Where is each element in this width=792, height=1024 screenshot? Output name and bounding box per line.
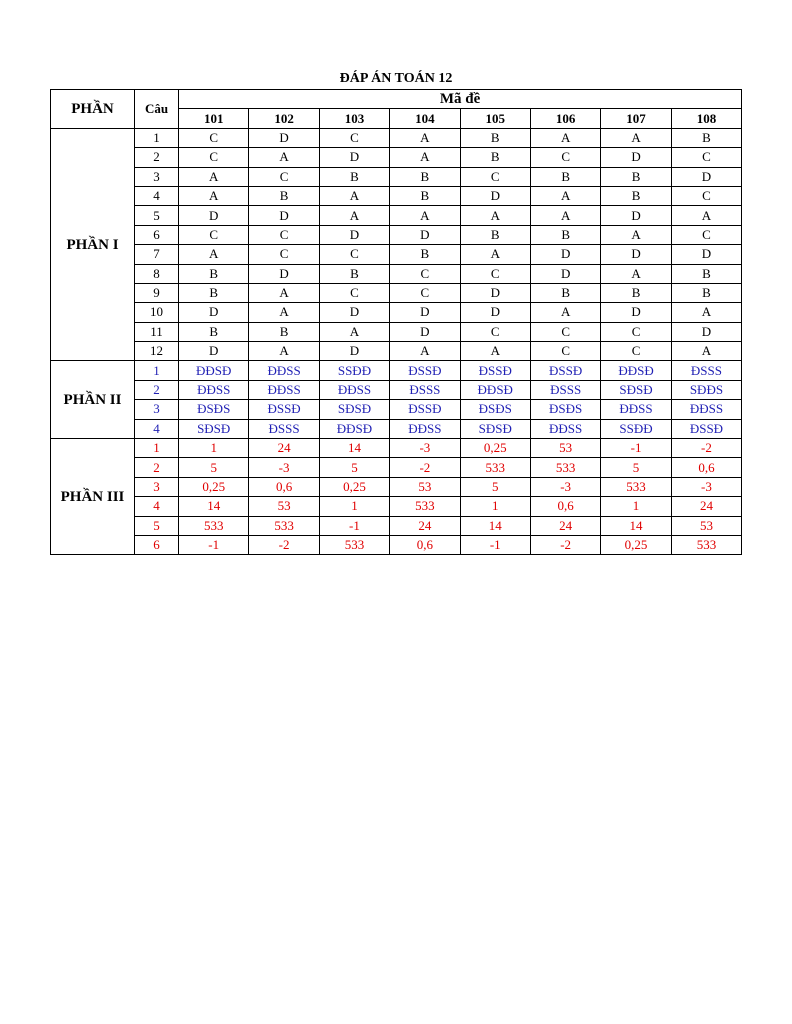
answer-cell: 24 <box>671 497 741 516</box>
table-row <box>51 322 742 341</box>
answer-cell: ĐĐSĐ <box>460 380 530 399</box>
answer-cell: 0,25 <box>179 477 249 496</box>
answer-cell: D <box>249 206 319 225</box>
answer-cell: ĐĐSS <box>319 380 389 399</box>
answer-cell: B <box>601 186 671 205</box>
answer-cell: A <box>530 303 600 322</box>
answer-cell: 53 <box>671 516 741 535</box>
table-row <box>51 361 742 380</box>
answer-cell: A <box>530 186 600 205</box>
answer-cell: C <box>671 225 741 244</box>
page-title: ĐÁP ÁN TOÁN 12 <box>339 71 453 86</box>
table-row <box>51 458 742 477</box>
answer-cell: C <box>601 342 671 361</box>
answer-cell: ĐĐSĐ <box>319 419 389 438</box>
question-number: 4 <box>135 497 179 516</box>
question-number: 5 <box>135 206 179 225</box>
answer-cell: A <box>530 128 600 147</box>
answer-cell: 14 <box>179 497 249 516</box>
answer-cell: SĐSĐ <box>319 400 389 419</box>
answer-cell: C <box>530 148 600 167</box>
answer-cell: D <box>530 264 600 283</box>
answer-cell: C <box>249 225 319 244</box>
answer-cell: D <box>601 245 671 264</box>
answer-cell: A <box>601 225 671 244</box>
cau-header: Câu <box>135 90 179 129</box>
answer-cell: 1 <box>319 497 389 516</box>
exam-code-101: 101 <box>179 109 249 128</box>
answer-cell: ĐSSĐ <box>390 361 460 380</box>
question-number: 2 <box>135 148 179 167</box>
answer-cell: ĐSĐS <box>179 400 249 419</box>
answer-cell: 0,6 <box>530 497 600 516</box>
header-row-top <box>51 90 742 109</box>
answer-cell: B <box>390 186 460 205</box>
answer-cell: A <box>319 186 389 205</box>
answer-cell: D <box>530 245 600 264</box>
answer-cell: B <box>530 283 600 302</box>
answer-cell: ĐSĐS <box>460 400 530 419</box>
answer-cell: B <box>179 264 249 283</box>
answer-cell: SSĐĐ <box>319 361 389 380</box>
answer-cell: A <box>671 206 741 225</box>
answer-cell: -2 <box>530 535 600 554</box>
table-row <box>51 206 742 225</box>
answer-cell: 533 <box>601 477 671 496</box>
answer-cell: D <box>460 303 530 322</box>
answer-cell: ĐĐSS <box>601 400 671 419</box>
answer-cell: B <box>249 186 319 205</box>
answer-cell: SĐĐS <box>671 380 741 399</box>
answer-cell: 0,6 <box>390 535 460 554</box>
answer-cell: C <box>390 283 460 302</box>
answer-cell: A <box>460 342 530 361</box>
answer-cell: ĐĐSĐ <box>601 361 671 380</box>
exam-code-104: 104 <box>390 109 460 128</box>
answer-cell: 533 <box>530 458 600 477</box>
answer-cell: 533 <box>249 516 319 535</box>
answer-cell: B <box>671 264 741 283</box>
answer-cell: A <box>179 186 249 205</box>
answer-cell: ĐSSS <box>671 361 741 380</box>
answer-cell: A <box>390 128 460 147</box>
answer-cell: ĐĐSS <box>249 380 319 399</box>
answer-cell: ĐSSĐ <box>460 361 530 380</box>
answer-cell: A <box>671 342 741 361</box>
answer-cell: ĐĐSS <box>671 400 741 419</box>
answer-cell: ĐĐSS <box>530 419 600 438</box>
answer-cell: B <box>460 128 530 147</box>
answer-cell: 0,25 <box>601 535 671 554</box>
question-number: 2 <box>135 458 179 477</box>
question-number: 4 <box>135 186 179 205</box>
answer-cell: 0,6 <box>671 458 741 477</box>
answer-cell: D <box>179 342 249 361</box>
answer-cell: -2 <box>390 458 460 477</box>
answer-cell: B <box>390 167 460 186</box>
answer-cell: 53 <box>249 497 319 516</box>
answer-cell: ĐĐSS <box>390 419 460 438</box>
answer-cell: D <box>390 322 460 341</box>
table-row <box>51 148 742 167</box>
answer-cell: C <box>671 186 741 205</box>
answer-cell: D <box>460 186 530 205</box>
answer-cell: D <box>671 167 741 186</box>
answer-cell: D <box>319 225 389 244</box>
answer-cell: A <box>601 128 671 147</box>
question-number: 3 <box>135 400 179 419</box>
answer-cell: 0,25 <box>460 439 530 458</box>
table-row <box>51 128 742 147</box>
answer-cell: ĐSSS <box>530 380 600 399</box>
answer-cell: -3 <box>390 439 460 458</box>
answer-cell: D <box>179 303 249 322</box>
table-row <box>51 342 742 361</box>
exam-code-103: 103 <box>319 109 389 128</box>
answer-cell: A <box>671 303 741 322</box>
table-row <box>51 167 742 186</box>
answer-cell: B <box>249 322 319 341</box>
answer-cell: A <box>179 167 249 186</box>
answer-cell: A <box>179 245 249 264</box>
question-number: 1 <box>135 128 179 147</box>
answer-cell: A <box>460 245 530 264</box>
answer-cell: C <box>460 322 530 341</box>
answer-cell: D <box>319 148 389 167</box>
table-row <box>51 516 742 535</box>
answer-cell: A <box>390 342 460 361</box>
question-number: 9 <box>135 283 179 302</box>
table-row <box>51 497 742 516</box>
exam-code-107: 107 <box>601 109 671 128</box>
table-row <box>51 477 742 496</box>
answer-cell: B <box>390 245 460 264</box>
answer-cell: ĐĐSĐ <box>179 361 249 380</box>
answer-cell: 5 <box>319 458 389 477</box>
answer-cell: B <box>601 167 671 186</box>
answer-cell: A <box>249 342 319 361</box>
answer-cell: SSĐĐ <box>601 419 671 438</box>
answer-cell: C <box>530 322 600 341</box>
answer-cell: B <box>460 148 530 167</box>
answer-cell: 533 <box>390 497 460 516</box>
answer-cell: -2 <box>249 535 319 554</box>
answer-cell: D <box>390 225 460 244</box>
question-number: 7 <box>135 245 179 264</box>
answer-cell: 0,6 <box>249 477 319 496</box>
question-number: 1 <box>135 361 179 380</box>
answer-cell: SĐSĐ <box>460 419 530 438</box>
answer-cell: ĐSSĐ <box>530 361 600 380</box>
answer-cell: 24 <box>530 516 600 535</box>
answer-cell: 24 <box>249 439 319 458</box>
answer-cell: D <box>671 245 741 264</box>
answer-cell: B <box>530 167 600 186</box>
answer-cell: 1 <box>179 439 249 458</box>
answer-cell: A <box>460 206 530 225</box>
question-number: 1 <box>135 439 179 458</box>
answer-cell: B <box>319 264 389 283</box>
answer-cell: 53 <box>530 439 600 458</box>
answer-cell: B <box>671 128 741 147</box>
answer-cell: C <box>319 245 389 264</box>
answer-cell: -2 <box>671 439 741 458</box>
answer-cell: D <box>390 303 460 322</box>
answer-cell: 533 <box>319 535 389 554</box>
answer-cell: 533 <box>179 516 249 535</box>
answer-cell: C <box>460 264 530 283</box>
answer-cell: C <box>319 283 389 302</box>
answer-cell: 53 <box>390 477 460 496</box>
answer-cell: 0,25 <box>319 477 389 496</box>
answer-cell: A <box>390 148 460 167</box>
question-number: 2 <box>135 380 179 399</box>
table-row <box>51 225 742 244</box>
answer-cell: -1 <box>179 535 249 554</box>
table-row <box>51 303 742 322</box>
question-number: 6 <box>135 535 179 554</box>
answer-cell: D <box>179 206 249 225</box>
answer-cell: C <box>671 148 741 167</box>
answer-cell: ĐSSS <box>249 419 319 438</box>
answer-cell: A <box>249 303 319 322</box>
answer-cell: D <box>249 128 319 147</box>
answer-cell: 5 <box>601 458 671 477</box>
answer-cell: 5 <box>179 458 249 477</box>
answer-cell: 14 <box>601 516 671 535</box>
answer-cell: 533 <box>460 458 530 477</box>
answer-cell: 24 <box>390 516 460 535</box>
answer-cell: ĐĐSS <box>249 361 319 380</box>
answer-cell: A <box>249 283 319 302</box>
answer-cell: C <box>249 245 319 264</box>
section-label: PHẦN II <box>51 361 135 439</box>
answer-cell: ĐSSĐ <box>249 400 319 419</box>
answer-cell: A <box>390 206 460 225</box>
answer-cell: -1 <box>601 439 671 458</box>
answer-cell: B <box>601 283 671 302</box>
table-row <box>51 283 742 302</box>
table-row <box>51 400 742 419</box>
section-label: PHẦN I <box>51 128 135 361</box>
answer-cell: A <box>530 206 600 225</box>
answer-cell: C <box>179 128 249 147</box>
table-row <box>51 264 742 283</box>
ma-de-header: Mã đề <box>179 90 742 109</box>
answer-cell: 5 <box>460 477 530 496</box>
exam-code-102: 102 <box>249 109 319 128</box>
answer-cell: C <box>601 322 671 341</box>
question-number: 8 <box>135 264 179 283</box>
answer-cell: SĐSĐ <box>179 419 249 438</box>
answer-cell: ĐSSĐ <box>671 419 741 438</box>
answer-cell: C <box>460 167 530 186</box>
answer-cell: C <box>179 225 249 244</box>
answer-cell: D <box>671 322 741 341</box>
answer-cell: B <box>530 225 600 244</box>
answer-cell: 1 <box>601 497 671 516</box>
answer-cell: -1 <box>460 535 530 554</box>
answer-cell: 14 <box>460 516 530 535</box>
phan-header: PHẦN <box>51 90 135 129</box>
answer-cell: 533 <box>671 535 741 554</box>
question-number: 3 <box>135 167 179 186</box>
section-label: PHẦN III <box>51 439 135 555</box>
question-number: 10 <box>135 303 179 322</box>
question-number: 3 <box>135 477 179 496</box>
answer-cell: D <box>601 148 671 167</box>
answer-cell: C <box>179 148 249 167</box>
answer-cell: -3 <box>671 477 741 496</box>
question-number: 6 <box>135 225 179 244</box>
answer-cell: B <box>460 225 530 244</box>
answer-cell: D <box>319 303 389 322</box>
table-row <box>51 419 742 438</box>
answer-cell: D <box>601 303 671 322</box>
question-number: 5 <box>135 516 179 535</box>
answer-cell: ĐSSĐ <box>390 400 460 419</box>
table-row <box>51 439 742 458</box>
answer-cell: B <box>179 322 249 341</box>
answer-cell: ĐSSS <box>390 380 460 399</box>
answer-cell: B <box>319 167 389 186</box>
answer-table <box>50 89 742 555</box>
answer-cell: C <box>319 128 389 147</box>
exam-code-106: 106 <box>530 109 600 128</box>
answer-cell: A <box>319 322 389 341</box>
table-row <box>51 380 742 399</box>
question-number: 12 <box>135 342 179 361</box>
answer-cell: 14 <box>319 439 389 458</box>
answer-cell: C <box>390 264 460 283</box>
answer-cell: B <box>671 283 741 302</box>
question-number: 11 <box>135 322 179 341</box>
answer-cell: 1 <box>460 497 530 516</box>
answer-cell: C <box>530 342 600 361</box>
table-row <box>51 186 742 205</box>
answer-cell: A <box>601 264 671 283</box>
answer-cell: D <box>249 264 319 283</box>
exam-code-108: 108 <box>671 109 741 128</box>
answer-cell: D <box>601 206 671 225</box>
answer-cell: SĐSĐ <box>601 380 671 399</box>
answer-cell: -3 <box>530 477 600 496</box>
answer-cell: A <box>249 148 319 167</box>
answer-cell: C <box>249 167 319 186</box>
answer-cell: ĐĐSS <box>179 380 249 399</box>
answer-cell: ĐSĐS <box>530 400 600 419</box>
answer-cell: D <box>319 342 389 361</box>
question-number: 4 <box>135 419 179 438</box>
answer-cell: A <box>319 206 389 225</box>
exam-code-105: 105 <box>460 109 530 128</box>
table-row <box>51 245 742 264</box>
answer-cell: -3 <box>249 458 319 477</box>
table-row <box>51 535 742 554</box>
answer-cell: D <box>460 283 530 302</box>
answer-cell: -1 <box>319 516 389 535</box>
answer-cell: B <box>179 283 249 302</box>
